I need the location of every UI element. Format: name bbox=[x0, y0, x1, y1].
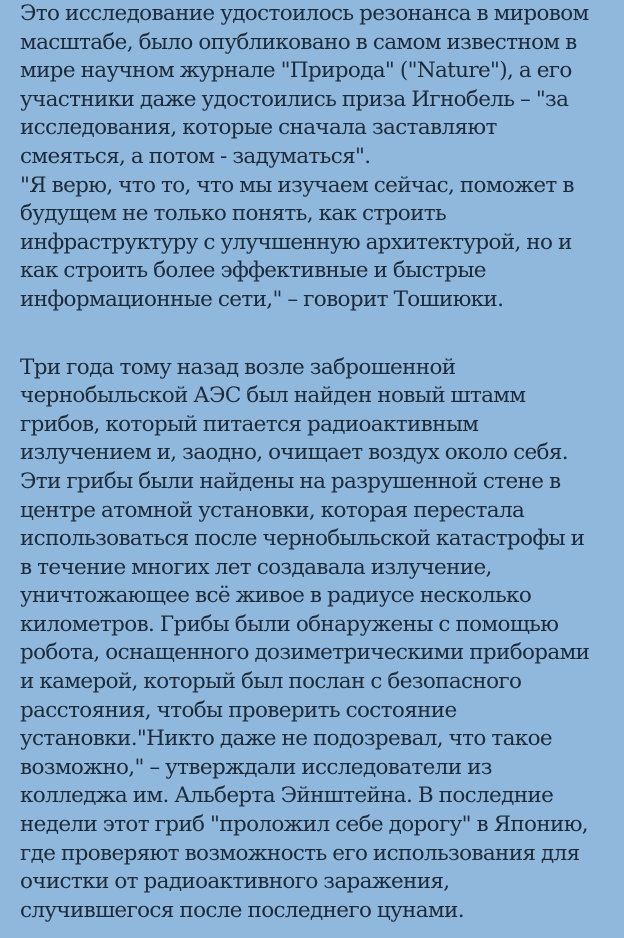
text-line: информационные сети," – говорит Тошиюки. bbox=[20, 286, 504, 312]
paragraph-research-recognition bbox=[20, 0, 616, 315]
paragraph-chernobyl-fungi bbox=[20, 354, 616, 926]
text-line: чернобыльской АЭС был найден новый штамм bbox=[20, 383, 526, 409]
text-line: расстояния, чтобы проверить состояние bbox=[20, 697, 457, 723]
text-line: робота, оснащенного дозиметрическими приборами bbox=[20, 640, 590, 666]
paragraph-spacer bbox=[20, 315, 616, 354]
text-line: грибов, который питается радиоактивным bbox=[20, 411, 479, 437]
text-line: использоваться после чернобыльской катастрофы и bbox=[20, 526, 585, 552]
text-line: и камерой, который был послан с безопасного bbox=[20, 669, 522, 695]
text-line: километров. Грибы были обнаружены с помощью bbox=[20, 611, 559, 637]
text-line: уничтожающее всё живое в радиусе несколько bbox=[20, 583, 532, 609]
text-line: в течение многих лет создавала излучение, bbox=[20, 554, 492, 580]
text-line: где проверяют возможность его использования для bbox=[20, 840, 580, 866]
text-line: инфраструктуру с улучшенную архитектурой, но и bbox=[20, 229, 572, 255]
text-line: Это исследование удостоилось резонанса в мировом bbox=[20, 1, 589, 26]
text-line: излучением и, заодно, очищает воздух около себя. bbox=[20, 440, 568, 466]
text-line: смеяться, а потом - задуматься". bbox=[20, 143, 371, 169]
text-line: исследования, которые сначала заставляют bbox=[20, 115, 497, 141]
text-line: колледжа им. Альберта Эйнштейна. В последние bbox=[20, 783, 554, 809]
text-line: "Я верю, что то, что мы изучаем сейчас, поможет в bbox=[20, 172, 574, 198]
text-line: недели этот гриб "проложил себе дорогу" в Японию, bbox=[20, 812, 588, 838]
text-line: центре атомной установки, которая перестала bbox=[20, 497, 525, 523]
text-line: масштабе, было опубликовано в самом известном в bbox=[20, 29, 577, 55]
text-line: установки."Никто даже не подозревал, что такое bbox=[20, 726, 552, 752]
text-line: случившегося после последнего цунами. bbox=[20, 897, 464, 923]
text-line: мире научном журнале "Природа" ("Nature"), а его bbox=[20, 58, 572, 84]
text-line: очистки от радиоактивного заражения, bbox=[20, 869, 450, 895]
text-line: Три года тому назад возле заброшенной bbox=[20, 354, 456, 380]
text-line: участники даже удостоились приза Игнобель – "за bbox=[20, 86, 569, 112]
text-line: будущем не только понять, как строить bbox=[20, 201, 447, 227]
text-line: возможно," – утверждали исследователи из bbox=[20, 754, 492, 780]
text-line: как строить более эффективные и быстрые bbox=[20, 258, 486, 284]
text-line: Эти грибы были найдены на разрушенной стене в bbox=[20, 468, 561, 494]
